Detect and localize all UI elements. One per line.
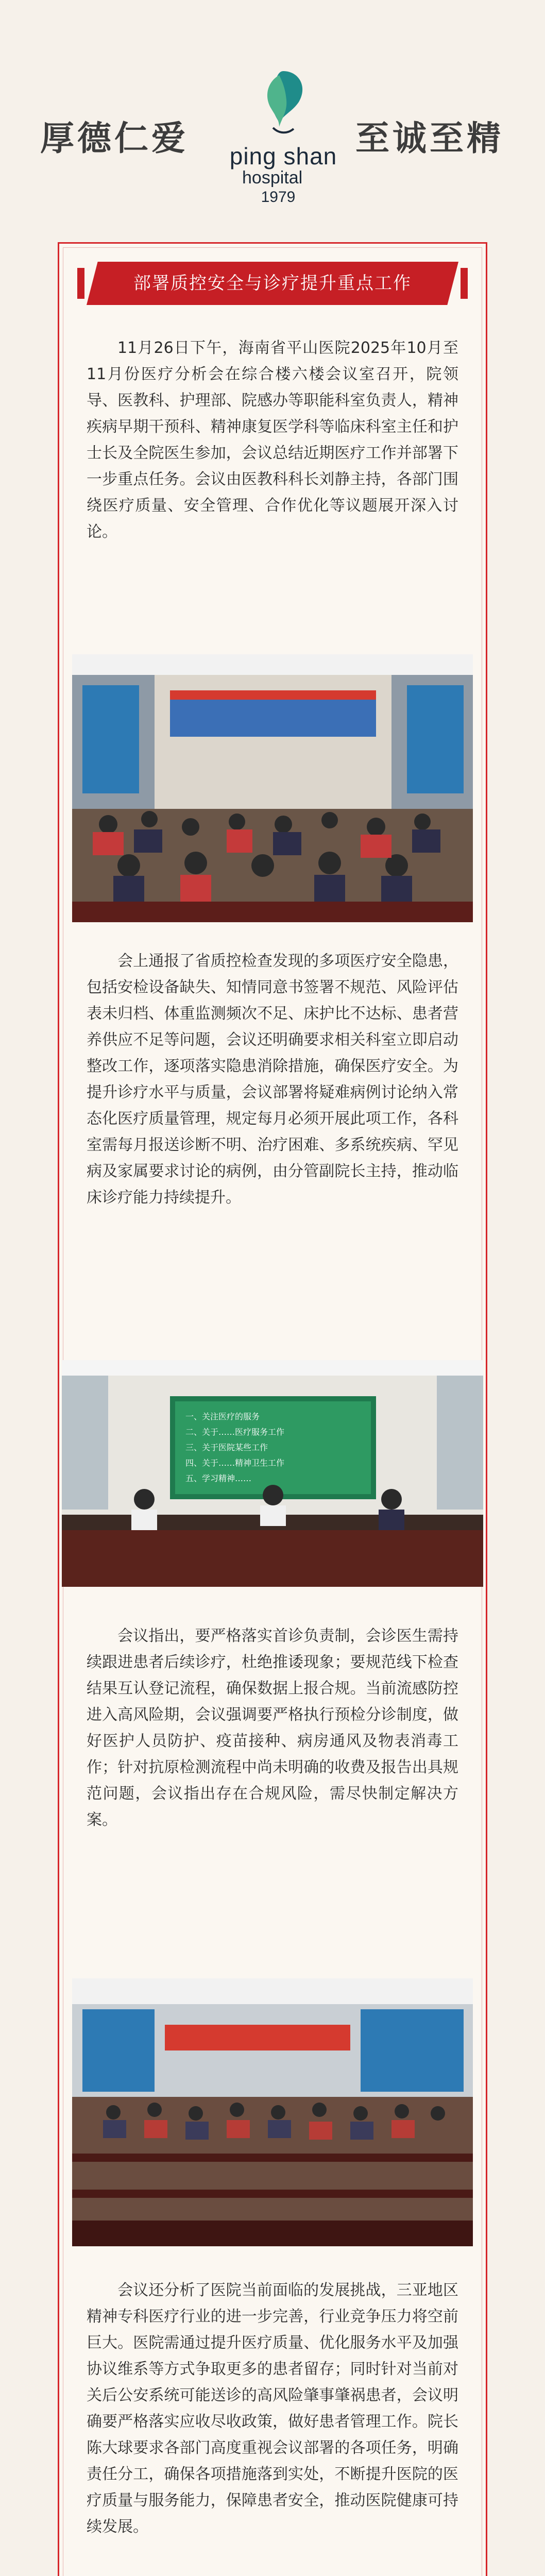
- logo-mark-icon: [222, 66, 345, 143]
- slogan-right: 至诚至精: [355, 118, 504, 158]
- screen-line-4: 四、关于……精神卫生工作: [185, 1458, 285, 1468]
- slogan-left: 厚德仁爱: [40, 118, 189, 158]
- logo-year: 1979: [261, 189, 296, 206]
- paragraph-4: 会议还分析了医院当前面临的发展挑战，三亚地区精神专科医疗行业的进一步完善，行业竞争压力将空前巨大。医院需通过提升医疗质量、优化服务水平及加强协议维系等方式争取更多的患者留存；同时针对当前对关后公安系统可能送诊的高风险肇事肇祸患者，会议明确要严格落实应收尽收政策，做好患者管理工作。院长陈大球要求各部门高度重视会议部署的各项任务，明确责任分工，确保各项措施落到实处，不断提升医院的医疗质量与服务能力，保障患者安全，推动医院健康可持续发展。: [87, 2281, 458, 2536]
- logo-sub: hospital: [242, 168, 303, 188]
- meeting-photo-3: [72, 1978, 473, 2246]
- paragraph-3: 会议指出，要严格落实首诊负责制，会诊医生需持续跟进患者后续诊疗，杜绝推诿现象；要规范线下检查结果互认登记流程，确保数据上报合规。当前流感防控进入高风险期，会议强调要严格执行预检分诊制度，做好医护人员防护、疫苗接种、病房通风及物表消毒工作；针对抗原检测流程中尚未明确的收费及报告出具规范问题，会议指出存在合规风险，需尽快制定解决方案。: [87, 1627, 458, 1829]
- meeting-photo-2: [62, 1360, 483, 1587]
- screen-slide-text: [185, 1409, 361, 1486]
- meeting-photo-1: [72, 654, 473, 922]
- screen-line-5: 五、学习精神……: [185, 1473, 252, 1483]
- logo-name: ping shan: [229, 143, 337, 170]
- title-deco-right: [461, 268, 468, 299]
- paragraph-1: 11月26日下午，海南省平山医院2025年10月至11月份医疗分析会在综合楼六楼会议室召开，院领导、医教科、护理部、院感办等职能科室负责人，精神疾病早期干预科、精神康复医学科等临床科室主任和护士长及全院医生参加，会议总结近期医疗工作并部署下一步重点任务。会议由医教科科长刘静主持，各部门围绕医疗质量、安全管理、合作优化等议题展开深入讨论。: [87, 339, 458, 541]
- screen-line-3: 三、关于医院某些工作: [185, 1443, 268, 1452]
- page-header: [0, 0, 545, 206]
- title-deco-left: [77, 268, 84, 299]
- article-title: 部署质控安全与诊疗提升重点工作: [133, 273, 412, 294]
- paragraph-2: 会上通报了省质控检查发现的多项医疗安全隐患，包括安检设备缺失、知情同意书签署不规范、风险评估表未归档、体重监测频次不足、床护比不达标、患者营养供应不足等问题，会议还明确要求相关科室立即启动整改工作，逐项落实隐患消除措施，确保医疗安全。为提升诊疗水平与质量，会议部署将疑难病例讨论纳入常态化医疗质量管理，规定每月必须开展此项工作，各科室需每月报送诊断不明、治疗困难、多系统疾病、罕见病及家属要求讨论的病例，由分管副院长主持，推动临床诊疗能力持续提升。: [87, 952, 458, 1207]
- screen-line-2: 二、关于……医疗服务工作: [185, 1427, 285, 1437]
- hospital-logo: [222, 66, 345, 206]
- screen-line-1: 一、关注医疗的服务: [185, 1412, 260, 1421]
